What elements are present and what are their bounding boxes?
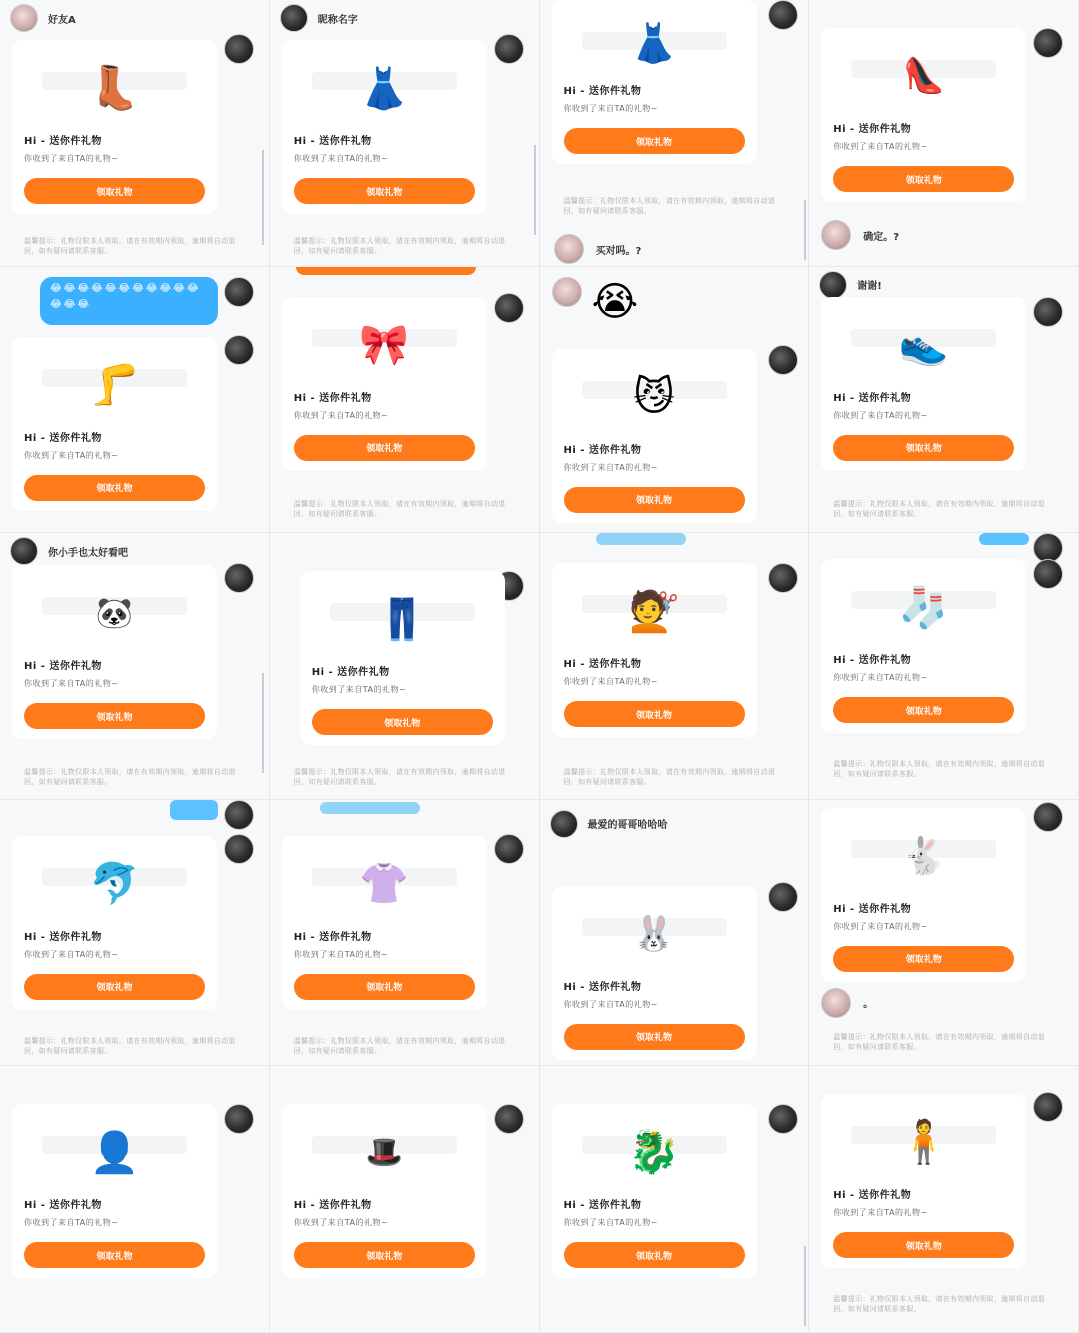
gift-desc: 你收到了来自TA的礼物~ [833,673,928,683]
chat-header [819,271,882,299]
gift-card [12,1104,217,1278]
tile-19 [540,1066,810,1333]
avatar[interactable] [550,810,578,838]
avatar[interactable] [554,234,584,264]
notice-text: 温馨提示：礼物仅限本人领取，请在有效期内领取，逾期将自动退回，如有疑问请联系客服。 [293,768,506,787]
tile-15 [540,800,810,1067]
user-name: 你小手也太好看吧 [48,547,128,559]
gift-desc: 你收到了来自TA的礼物~ [563,677,658,687]
user-name: 最爱的哥哥哈哈哈 [587,820,668,832]
gift-desc: 你收到了来自TA的礼物~ [833,410,928,420]
gift-title: Hi - 送你件礼物 [563,1200,642,1212]
avatar[interactable] [1033,28,1063,58]
gift-desc: 你收到了来自TA的礼物~ [563,104,658,113]
avatar[interactable] [768,1104,798,1134]
avatar[interactable] [10,4,38,32]
gift-card [821,1094,1026,1268]
gift-title: Hi - 送你件礼物 [24,136,102,147]
avatar[interactable] [494,34,524,64]
prev-button-edge [296,267,476,275]
message-text: 。 [863,999,874,1011]
gift-card [552,563,757,737]
gift-title: Hi - 送你件礼物 [24,931,102,943]
hair-icon: 👤 [89,1129,140,1176]
avatar[interactable] [821,988,851,1018]
gift-card [282,40,487,214]
avatar[interactable] [224,1104,254,1134]
avatar[interactable] [1033,802,1063,832]
gift-title: Hi - 送你件礼物 [563,981,642,993]
claim-gift-button[interactable]: 领取礼物 [833,946,1014,972]
tile-6 [270,267,540,534]
claim-gift-button[interactable]: 领取礼物 [564,1242,745,1268]
gift-title: Hi - 送你件礼物 [833,1190,912,1202]
tile-8 [809,267,1079,534]
claim-gift-button[interactable]: 领取礼物 [294,1242,475,1268]
gift-card [552,349,757,523]
tile-10 [270,533,540,800]
gift-card [282,1104,487,1278]
crop-top-icon: 👚 [359,861,410,908]
tile-1 [0,0,270,267]
avatar[interactable] [1033,1092,1063,1122]
dress-icon: 👗 [630,20,678,65]
tile-18 [270,1066,540,1333]
crying-sticker-icon: 😭 [591,278,639,325]
tile-4 [809,0,1079,267]
gift-thumbnail [294,305,475,385]
notice-text: 温馨提示：礼物仅限本人领取，请在有效期内领取，逾期将自动退回，如有疑问请联系客服。 [24,768,236,787]
notice-text: 温馨提示：礼物仅限本人领取，请在有效期内领取，逾期将自动退回，如有疑问请联系客服。 [833,1032,1045,1051]
claim-gift-button[interactable]: 领取礼物 [294,178,475,204]
gift-desc: 你收到了来自TA的礼物~ [293,154,389,163]
gift-card [12,565,217,739]
notice-text: 温馨提示：礼物仅限本人领取，请在有效期内领取，逾期将自动退回，如有疑问请联系客服。 [293,237,506,255]
gift-title: Hi - 送你件礼物 [833,124,912,135]
gift-thumbnail [312,579,493,659]
gift-desc: 你收到了来自TA的礼物~ [24,1218,119,1228]
gift-title: Hi - 送你件礼物 [833,655,912,667]
gift-title: Hi - 送你件礼物 [833,392,912,404]
emoji-message-bubble[interactable]: 😂😂😂😂😂😂😂😂😂😂😂😂😂😂 [40,277,218,325]
tile-16 [809,800,1079,1067]
gift-thumbnail [833,816,1014,896]
message-text: 买对吗。? [595,245,642,257]
gift-title: Hi - 送你件礼物 [293,392,372,404]
tile-14 [270,800,540,1067]
tile-17 [0,1066,270,1333]
scrollbar[interactable] [804,1246,806,1326]
gift-desc: 你收到了来自TA的礼物~ [293,410,389,420]
gift-thumbnail [24,345,205,425]
gift-desc: 你收到了来自TA的礼物~ [24,450,119,460]
gift-desc: 你收到了来自TA的礼物~ [293,1218,389,1228]
chat-header [550,810,668,838]
avatar[interactable] [552,277,582,307]
dragon-icon: 🐉 [627,1127,681,1177]
notice-text: 温馨提示：礼物仅限本人领取，请在有效期内领取，逾期将自动退回，如有疑问请联系客服。 [293,1036,506,1055]
gift-title: Hi - 送你件礼物 [311,667,390,679]
claim-gift-button[interactable]: 领取礼物 [564,701,745,727]
avatar[interactable] [821,220,851,250]
avatar[interactable] [224,834,254,864]
claim-gift-button[interactable]: 领取礼物 [294,974,475,1000]
notice-text: 温馨提示：礼物仅限本人领取，请在有效期内领取，逾期将自动退回，如有疑问请联系客服。 [24,237,236,255]
gift-title: Hi - 送你件礼物 [563,86,642,97]
gift-card [552,1104,757,1278]
gift-thumbnail [833,1102,1014,1182]
scrollbar[interactable] [262,673,264,773]
wig-icon: 💇 [629,588,679,635]
sticker-bar [170,800,218,820]
gift-desc: 你收到了来自TA的礼物~ [24,679,119,689]
claim-gift-button[interactable]: 领取礼物 [564,487,745,513]
avatar[interactable] [819,271,847,299]
avatar[interactable] [10,537,38,565]
gift-desc: 你收到了来自TA的礼物~ [563,462,658,472]
pandaears-icon: 🐼 [95,595,134,631]
hat-icon: 🎩 [365,1134,403,1170]
heels-icon: 👠 [902,56,945,96]
gift-title: Hi - 送你件礼物 [833,903,912,915]
gift-thumbnail [564,357,745,437]
avatar[interactable] [280,4,308,32]
gift-thumbnail [294,844,475,924]
claim-gift-button[interactable]: 领取礼物 [312,709,493,735]
notice-text: 温馨提示：礼物仅限本人领取，请在有效期内领取，逾期将自动退回，如有疑问请联系客服。 [833,760,1045,779]
gift-title: Hi - 送你件礼物 [24,1200,102,1212]
tile-7 [540,267,810,534]
claim-gift-button[interactable]: 领取礼物 [24,974,205,1000]
chat-message [821,988,873,1018]
gift-card [821,297,1026,471]
claim-gift-button[interactable]: 领取礼物 [833,1232,1014,1258]
chat-message [821,220,899,250]
user-name: 好友A [48,14,76,26]
gift-thumbnail [24,573,205,653]
chat-message [554,234,642,264]
tile-12 [809,533,1079,800]
claim-gift-button[interactable]: 领取礼物 [24,703,205,729]
avatar[interactable] [224,335,254,365]
message-text: 确定。? [863,231,900,243]
scrollbar[interactable] [804,200,806,260]
gift-card [300,571,505,745]
gift-card [12,836,217,1010]
claim-gift-button[interactable]: 领取礼物 [294,435,475,461]
plush-icon: 🐰 [632,913,676,954]
avatar[interactable] [1033,559,1063,589]
avatar[interactable] [1033,297,1063,327]
gift-card [282,836,487,1010]
gift-title: Hi - 送你件礼物 [563,444,642,456]
claim-gift-button[interactable]: 领取礼物 [833,166,1014,192]
scrollbar[interactable] [262,150,264,245]
claim-gift-button[interactable]: 领取礼物 [564,1024,745,1050]
tile-9 [0,533,270,800]
gift-desc: 你收到了来自TA的礼物~ [24,154,119,163]
user-name: 谢谢! [857,281,882,293]
gift-title: Hi - 送你件礼物 [293,931,372,943]
avatar[interactable] [224,277,254,307]
gift-thumbnail [24,1112,205,1192]
tile-13 [0,800,270,1067]
dolphin-icon: 🐬 [89,861,140,908]
sticker-bar [596,533,686,545]
tile-5 [0,267,270,534]
tile-3 [540,0,810,267]
avatar[interactable] [494,293,524,323]
notice-text: 温馨提示：礼物仅限本人领取，请在有效期内领取，逾期将自动退回，如有疑问请联系客服。 [293,499,506,518]
avatar[interactable] [494,1104,524,1134]
gift-title: Hi - 送你件礼物 [24,432,102,444]
gift-card [552,0,757,164]
gift-card [12,40,217,214]
claim-gift-button[interactable]: 领取礼物 [24,178,205,204]
gift-thumbnail [564,8,745,78]
chat-header [280,4,358,32]
gift-card [12,337,217,511]
avatar[interactable] [768,563,798,593]
gift-card [821,808,1026,982]
sticker-bar [979,533,1029,545]
gift-title: Hi - 送你件礼物 [293,136,372,147]
gift-title: Hi - 送你件礼物 [563,659,642,671]
gift-desc: 你收到了来自TA的礼物~ [833,1208,928,1218]
notice-text: 温馨提示：礼物仅限本人领取，请在有效期内领取，逾期将自动退回，如有疑问请联系客服。 [833,1295,1045,1314]
gift-title: Hi - 送你件礼物 [24,661,102,673]
gift-card [821,559,1026,733]
notice-text: 温馨提示：礼物仅限本人领取，请在有效期内领取，逾期将自动退回，如有疑问请联系客服。 [833,499,1045,518]
claim-gift-button[interactable]: 领取礼物 [833,697,1014,723]
bunny-slippers-icon: 🐇 [901,835,947,877]
gift-desc: 你收到了来自TA的礼物~ [311,685,407,695]
bow-icon: 🎀 [359,322,410,369]
claim-gift-button[interactable]: 领取礼物 [564,128,745,154]
gift-card [552,886,757,1060]
avatar[interactable] [224,563,254,593]
skirt-icon: 👗 [359,65,410,112]
claim-gift-button[interactable]: 领取礼物 [833,435,1014,461]
sneakers-icon: 👟 [898,322,949,369]
gift-thumbnail [833,305,1014,385]
boots-icon: 👢 [88,63,141,112]
avatar[interactable] [768,882,798,912]
gift-desc: 你收到了来自TA的礼物~ [833,142,928,151]
tile-11 [540,533,810,800]
claim-gift-button[interactable]: 领取礼物 [24,1242,205,1268]
gift-title: Hi - 送你件礼物 [293,1200,372,1212]
mask-icon: 😼 [633,373,675,420]
scrollbar[interactable] [534,145,536,235]
avatar[interactable] [224,34,254,64]
gift-thumbnail [24,844,205,924]
gift-desc: 你收到了来自TA的礼物~ [24,949,119,959]
notice-text: 温馨提示：礼物仅限本人领取，请在有效期内领取，逾期将自动退回，如有疑问请联系客服。 [563,768,776,787]
notice-text: 温馨提示：礼物仅限本人领取，请在有效期内领取，逾期将自动退回，如有疑问请联系客服。 [563,197,776,215]
gift-thumbnail [833,567,1014,647]
gift-thumbnail [564,894,745,974]
chat-header [10,4,76,32]
legwarmers-icon: 🧦 [898,584,949,631]
tile-20 [809,1066,1079,1333]
gift-thumbnail [564,1112,745,1192]
sticker-bar [320,802,420,814]
tile-2 [270,0,540,267]
gift-thumbnail [24,48,205,128]
avatar[interactable] [224,800,254,830]
gift-desc: 你收到了来自TA的礼物~ [293,949,389,959]
avatar[interactable] [768,345,798,375]
gift-thumbnail [294,1112,475,1192]
avatar[interactable] [768,0,798,30]
user-name: 昵称名字 [317,14,358,26]
gift-desc: 你收到了来自TA的礼物~ [833,921,928,931]
pants-icon: 👖 [377,596,428,643]
avatar[interactable] [494,834,524,864]
stockings-icon: 🦵 [89,362,140,409]
gift-thumbnail [564,571,745,651]
gift-thumbnail [294,48,475,128]
gift-card [821,28,1026,202]
gift-thumbnail [833,36,1014,116]
chat-header [10,537,128,565]
notice-text: 温馨提示：礼物仅限本人领取，请在有效期内领取，逾期将自动退回，如有疑问请联系客服。 [24,1036,236,1055]
gift-card [282,297,487,471]
claim-gift-button[interactable]: 领取礼物 [24,475,205,501]
outfit-icon: 🧍 [897,1117,950,1167]
gift-desc: 你收到了来自TA的礼物~ [563,999,658,1009]
gift-desc: 你收到了来自TA的礼物~ [563,1218,658,1228]
